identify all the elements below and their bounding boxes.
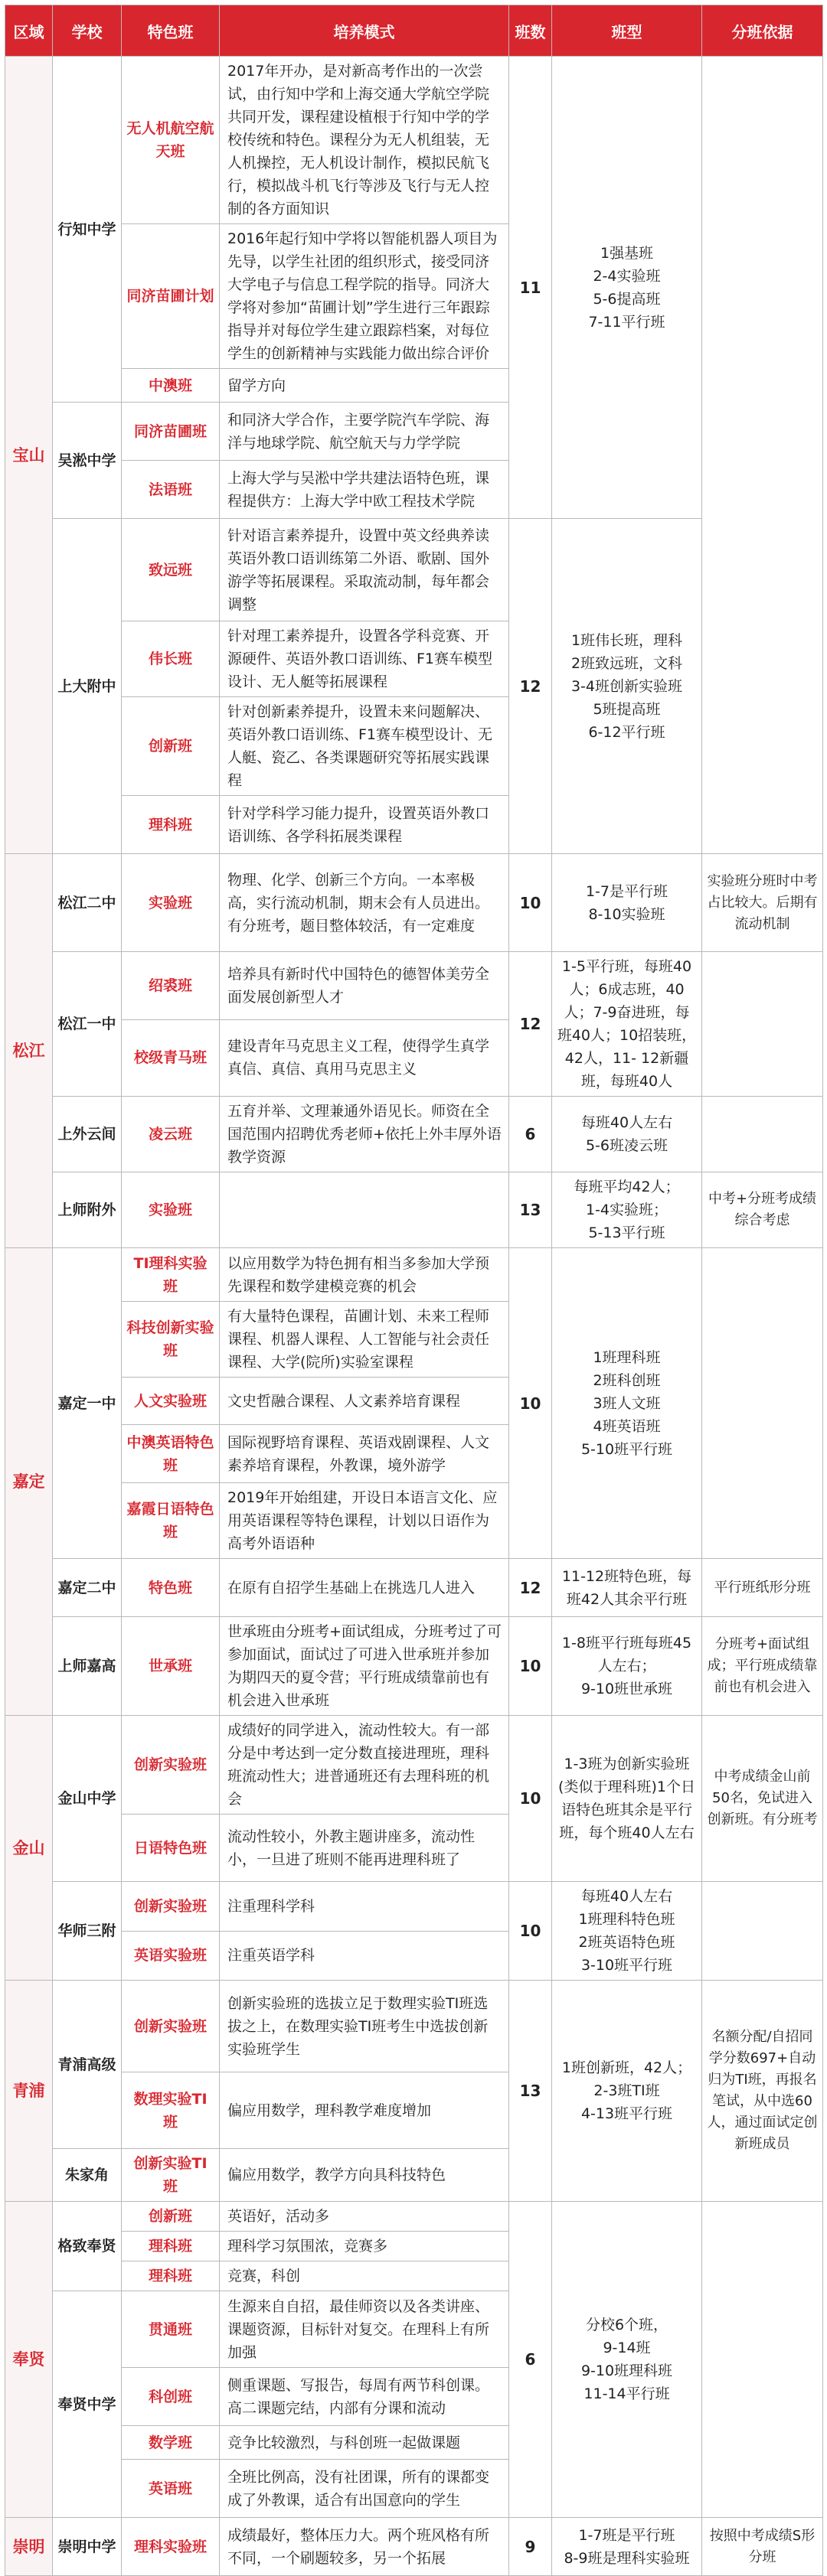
class-count-cell: 11	[509, 57, 552, 519]
header-grouping-basis: 分班依据	[702, 5, 823, 57]
region-cell: 金山	[5, 1716, 53, 1981]
feature-class-cell: 创新实验班	[122, 1882, 220, 1932]
class-type-cell: 每班平均42人； 1-4实验班； 5-13平行班	[552, 1172, 702, 1248]
feature-class-cell: 英语实验班	[122, 1931, 220, 1981]
header-region: 区域	[5, 5, 53, 57]
school-class-table	[5, 5, 823, 2576]
training-mode-cell: 在原有自招学生基础上在挑选几人进入	[220, 1559, 509, 1617]
class-type-cell: 1强基班 2-4实验班 5-6提高班 7-11平行班	[552, 57, 702, 519]
region-cell: 嘉定	[5, 1248, 53, 1716]
training-mode-cell: 注重理科学科	[220, 1882, 509, 1932]
feature-class-cell: 人文实验班	[122, 1378, 220, 1425]
region-cell: 青浦	[5, 1981, 53, 2202]
school-cell: 金山中学	[53, 1716, 122, 1882]
table-row	[5, 2518, 823, 2576]
feature-class-cell: 致远班	[122, 519, 220, 621]
school-cell: 崇明中学	[53, 2518, 122, 2576]
grouping-basis-cell: 中考成绩金山前50名，免试进入创新班。有分班考	[702, 1716, 823, 1882]
school-cell: 青浦高级	[53, 1981, 122, 2149]
training-mode-cell: 文史哲融合课程、人文素养培育课程	[220, 1378, 509, 1425]
school-cell: 松江一中	[53, 952, 122, 1097]
class-count-cell: 13	[509, 1172, 552, 1248]
feature-class-cell: 日语特色班	[122, 1815, 220, 1882]
class-count-cell: 13	[509, 1981, 552, 2202]
feature-class-cell: 世承班	[122, 1617, 220, 1716]
school-cell: 松江二中	[53, 854, 122, 952]
school-cell: 上外云间	[53, 1097, 122, 1172]
feature-class-cell: 实验班	[122, 854, 220, 952]
table-row	[5, 952, 823, 1020]
table-row	[5, 1716, 823, 1815]
grouping-basis-cell: 分班考+面试组成；平行班成绩靠前也有机会进入	[702, 1617, 823, 1716]
feature-class-cell: 贯通班	[122, 2291, 220, 2368]
header-class-type: 班型	[552, 5, 702, 57]
table-row	[5, 854, 823, 952]
grouping-basis-cell: 实验班分班时中考占比较大。后期有流动机制	[702, 854, 823, 952]
school-cell: 吴淞中学	[53, 403, 122, 519]
region-cell: 崇明	[5, 2518, 53, 2576]
class-count-cell: 6	[509, 1097, 552, 1172]
header-row	[5, 5, 823, 57]
training-mode-cell: 以应用数学为特色拥有相当多参加大学预先课程和数学建模竞赛的机会	[220, 1248, 509, 1302]
class-type-cell: 1班创新班，42人； 2-3班TI班 4-13班平行班	[552, 1981, 702, 2202]
class-count-cell: 12	[509, 519, 552, 854]
training-mode-cell: 针对理工素养提升，设置各学科竞赛、开源硬件、英语外教口语训练、F1赛车模型设计、无人艇等拓展课程	[220, 621, 509, 697]
feature-class-cell: 创新实验班	[122, 1716, 220, 1815]
feature-class-cell: 科技创新实验班	[122, 1302, 220, 1378]
training-mode-cell: 和同济大学合作，主要学院汽车学院、海洋与地球学院、航空航天与力学学院	[220, 403, 509, 461]
feature-class-cell: 理科班	[122, 796, 220, 854]
table-row	[5, 2202, 823, 2232]
table-row	[5, 1248, 823, 1302]
training-mode-cell: 偏应用数学，教学方向具科技特色	[220, 2149, 509, 2202]
class-type-cell: 每班40人左右 5-6班凌云班	[552, 1097, 702, 1172]
class-count-cell: 9	[509, 2518, 552, 2576]
class-count-cell: 12	[509, 1559, 552, 1617]
feature-class-cell: 创新班	[122, 2202, 220, 2232]
feature-class-cell: 嘉霞日语特色班	[122, 1483, 220, 1559]
training-mode-cell: 上海大学与吴淞中学共建法语特色班，课程提供方：上海大学中欧工程技术学院	[220, 461, 509, 519]
class-type-cell: 1-5平行班，每班40人；6成志班，40人；7-9奋进班，每班40人；10招装班，42人，11- 12新疆班，每班40人	[552, 952, 702, 1097]
feature-class-cell: 凌云班	[122, 1097, 220, 1172]
header-feature-class: 特色班	[122, 5, 220, 57]
feature-class-cell: 伟长班	[122, 621, 220, 697]
training-mode-cell: 物理、化学、创新三个方向。一本率极高，实行流动机制，期末会有人员进出。有分班考，题目整体较活，有一定难度	[220, 854, 509, 952]
training-mode-cell: 五育并举、文理兼通外语见长。师资在全国范围内招聘优秀老师+依托上外丰厚外语教学资源	[220, 1097, 509, 1172]
school-cell: 上师附外	[53, 1172, 122, 1248]
class-count-cell: 6	[509, 2202, 552, 2518]
training-mode-cell: 2017年开办，是对新高考作出的一次尝试，由行知中学和上海交通大学航空学院共同开发，课程建设植根于行知中学的学校传统和特色。课程分为无人机组装，无人机操控，无人机设计制作，模拟民航飞行，模拟战斗机飞行等涉及飞行与无人控制的各方面知识	[220, 57, 509, 224]
training-mode-cell: 针对语言素养提升，设置中英文经典养读英语外教口语训练第二外语、歌剧、国外游学等拓展课程。采取流动制，每年都会调整	[220, 519, 509, 621]
table-row	[5, 519, 823, 621]
feature-class-cell: 创新班	[122, 697, 220, 796]
grouping-basis-cell	[702, 1248, 823, 1559]
feature-class-cell: 英语班	[122, 2460, 220, 2518]
region-cell: 宝山	[5, 57, 53, 854]
class-count-cell: 10	[509, 1882, 552, 1981]
school-cell: 行知中学	[53, 57, 122, 403]
school-cell: 格致奉贤	[53, 2202, 122, 2291]
training-mode-cell: 全班比例高，没有社团课，所有的课都变成了外教课，适合有出国意向的学生	[220, 2460, 509, 2518]
class-type-cell: 1班伟长班，理科 2班致远班，文科 3-4班创新实验班 5班提高班 6-12平行班	[552, 519, 702, 854]
training-mode-cell: 世承班由分班考+面试组成，分班考过了可参加面试，面试过了可进入世承班并参加为期四天的夏令营；平行班成绩靠前也有机会进入世承班	[220, 1617, 509, 1716]
training-mode-cell: 创新实验班的选拔立足于数理实验TI班选拔之上，在数理实验TI班考生中选拔创新实验班学生	[220, 1981, 509, 2072]
training-mode-cell: 培养具有新时代中国特色的德智体美劳全面发展创新型人才	[220, 952, 509, 1020]
header-class-count: 班数	[509, 5, 552, 57]
header-school: 学校	[53, 5, 122, 57]
feature-class-cell: 理科实验班	[122, 2518, 220, 2576]
training-mode-cell: 侧重课题、写报告，每周有两节科创课。高二课题完结，内部有分课和流动	[220, 2368, 509, 2426]
feature-class-cell: 理科班	[122, 2232, 220, 2261]
feature-class-cell: 实验班	[122, 1172, 220, 1248]
feature-class-cell: TI理科实验班	[122, 1248, 220, 1302]
grouping-basis-cell	[702, 57, 823, 854]
region-cell: 松江	[5, 854, 53, 1248]
class-type-cell: 分校6个班， 9-14班 9-10班理科班 11-14平行班	[552, 2202, 702, 2518]
feature-class-cell: 绍裘班	[122, 952, 220, 1020]
feature-class-cell: 创新实验TI班	[122, 2149, 220, 2202]
training-mode-cell: 流动性较小，外教主题讲座多，流动性小，一旦进了班则不能再进理科班了	[220, 1815, 509, 1882]
training-mode-cell: 2019年开始组建，开设日本语言文化、应用英语课程等特色课程，计划以日语作为高考外语语种	[220, 1483, 509, 1559]
class-type-cell: 11-12班特色班，每班42人其余平行班	[552, 1559, 702, 1617]
table-row	[5, 57, 823, 224]
school-cell: 朱家角	[53, 2149, 122, 2202]
region-cell: 奉贤	[5, 2202, 53, 2518]
training-mode-cell: 有大量特色课程，苗圃计划、未来工程师课程、机器人课程、人工智能与社会责任课程、大学(院所)实验室课程	[220, 1302, 509, 1378]
table-row	[5, 1882, 823, 1932]
table-row	[5, 1097, 823, 1172]
feature-class-cell: 同济苗圃计划	[122, 224, 220, 369]
class-count-cell: 10	[509, 1617, 552, 1716]
school-cell: 上大附中	[53, 519, 122, 854]
grouping-basis-cell	[702, 1097, 823, 1172]
training-mode-cell: 成绩好的同学进入，流动性较大。有一部分是中考达到一定分数直接进理班，理科班流动性大；进普通班还有去理科班的机会	[220, 1716, 509, 1815]
feature-class-cell: 中澳英语特色班	[122, 1425, 220, 1483]
feature-class-cell: 法语班	[122, 461, 220, 519]
training-mode-cell: 针对学科学习能力提升，设置英语外教口语训练、各学科拓展类课程	[220, 796, 509, 854]
grouping-basis-cell: 名额分配/自招同学分数697+自动归为TI班，再报名笔试，从中选60人，通过面试定创新班成员	[702, 1981, 823, 2202]
feature-class-cell: 数理实验TI班	[122, 2072, 220, 2149]
school-cell: 奉贤中学	[53, 2291, 122, 2518]
training-mode-cell: 成绩最好，整体压力大。两个班风格有所不同，一个刷题较多，另一个拓展	[220, 2518, 509, 2576]
training-mode-cell: 建设青年马克思主义工程，使得学生真学真信、真信、真用马克思主义	[220, 1019, 509, 1096]
class-count-cell: 12	[509, 952, 552, 1097]
table-row	[5, 1617, 823, 1716]
grouping-basis-cell	[702, 952, 823, 1097]
feature-class-cell: 同济苗圃班	[122, 403, 220, 461]
grouping-basis-cell: 平行班纸形分班	[702, 1559, 823, 1617]
school-cell: 嘉定二中	[53, 1559, 122, 1617]
table-row	[5, 1172, 823, 1248]
training-mode-cell: 针对创新素养提升，设置未来问题解决、英语外教口语训练、F1赛车模型设计、无人艇、瓷乙、各类课题研究等拓展实践课程	[220, 697, 509, 796]
training-mode-cell: 竞赛，科创	[220, 2261, 509, 2291]
feature-class-cell: 科创班	[122, 2368, 220, 2426]
header-training-mode: 培养模式	[220, 5, 509, 57]
training-mode-cell: 理科学习氛围浓，竞赛多	[220, 2232, 509, 2261]
grouping-basis-cell	[702, 1882, 823, 1981]
class-count-cell: 10	[509, 1248, 552, 1559]
feature-class-cell: 特色班	[122, 1559, 220, 1617]
school-cell: 上师嘉高	[53, 1617, 122, 1716]
class-type-cell: 每班40人左右 1班理科特色班 2班英语特色班 3-10班平行班	[552, 1882, 702, 1981]
class-type-cell: 1-8班平行班每班45人左右； 9-10班世承班	[552, 1617, 702, 1716]
training-mode-cell: 2016年起行知中学将以智能机器人项目为先导，以学生社团的组织形式，接受同济大学电子与信息工程学院的指导。同济大学将对参加“苗圃计划”学生进行三年跟踪指导并对每位学生建立跟踪档案，对每位学生的创新精神与实践能力做出综合评价	[220, 224, 509, 369]
feature-class-cell: 中澳班	[122, 369, 220, 403]
training-mode-cell: 偏应用数学，理科教学难度增加	[220, 2072, 509, 2149]
class-count-cell: 10	[509, 854, 552, 952]
class-type-cell: 1-7班是平行班 8-9班是理科实验班	[552, 2518, 702, 2576]
training-mode-cell	[220, 1172, 509, 1248]
grouping-basis-cell	[702, 2202, 823, 2518]
grouping-basis-cell: 中考+分班考成绩综合考虑	[702, 1172, 823, 1248]
table-row	[5, 1981, 823, 2072]
training-mode-cell: 英语好，活动多	[220, 2202, 509, 2232]
grouping-basis-cell: 按照中考成绩S形分班	[702, 2518, 823, 2576]
table-row	[5, 1559, 823, 1617]
school-cell: 嘉定一中	[53, 1248, 122, 1559]
feature-class-cell: 校级青马班	[122, 1019, 220, 1096]
feature-class-cell: 无人机航空航天班	[122, 57, 220, 224]
feature-class-cell: 理科班	[122, 2261, 220, 2291]
training-mode-cell: 留学方向	[220, 369, 509, 403]
class-type-cell: 1-7是平行班 8-10实验班	[552, 854, 702, 952]
training-mode-cell: 国际视野培育课程、英语戏剧课程、人文素养培育课程，外教课，境外游学	[220, 1425, 509, 1483]
feature-class-cell: 创新实验班	[122, 1981, 220, 2072]
school-cell: 华师三附	[53, 1882, 122, 1981]
feature-class-cell: 数学班	[122, 2426, 220, 2460]
training-mode-cell: 生源来自自招，最佳师资以及各类讲座、课题资源，目标针对复交。在理科上有所加强	[220, 2291, 509, 2368]
class-type-cell: 1班理科班 2班科创班 3班人文班 4班英语班 5-10班平行班	[552, 1248, 702, 1559]
class-type-cell: 1-3班为创新实验班(类似于理科班)1个日语特色班其余是平行班，每个班40人左右	[552, 1716, 702, 1882]
class-count-cell: 10	[509, 1716, 552, 1882]
training-mode-cell: 注重英语学科	[220, 1931, 509, 1981]
training-mode-cell: 竞争比较激烈，与科创班一起做课题	[220, 2426, 509, 2460]
